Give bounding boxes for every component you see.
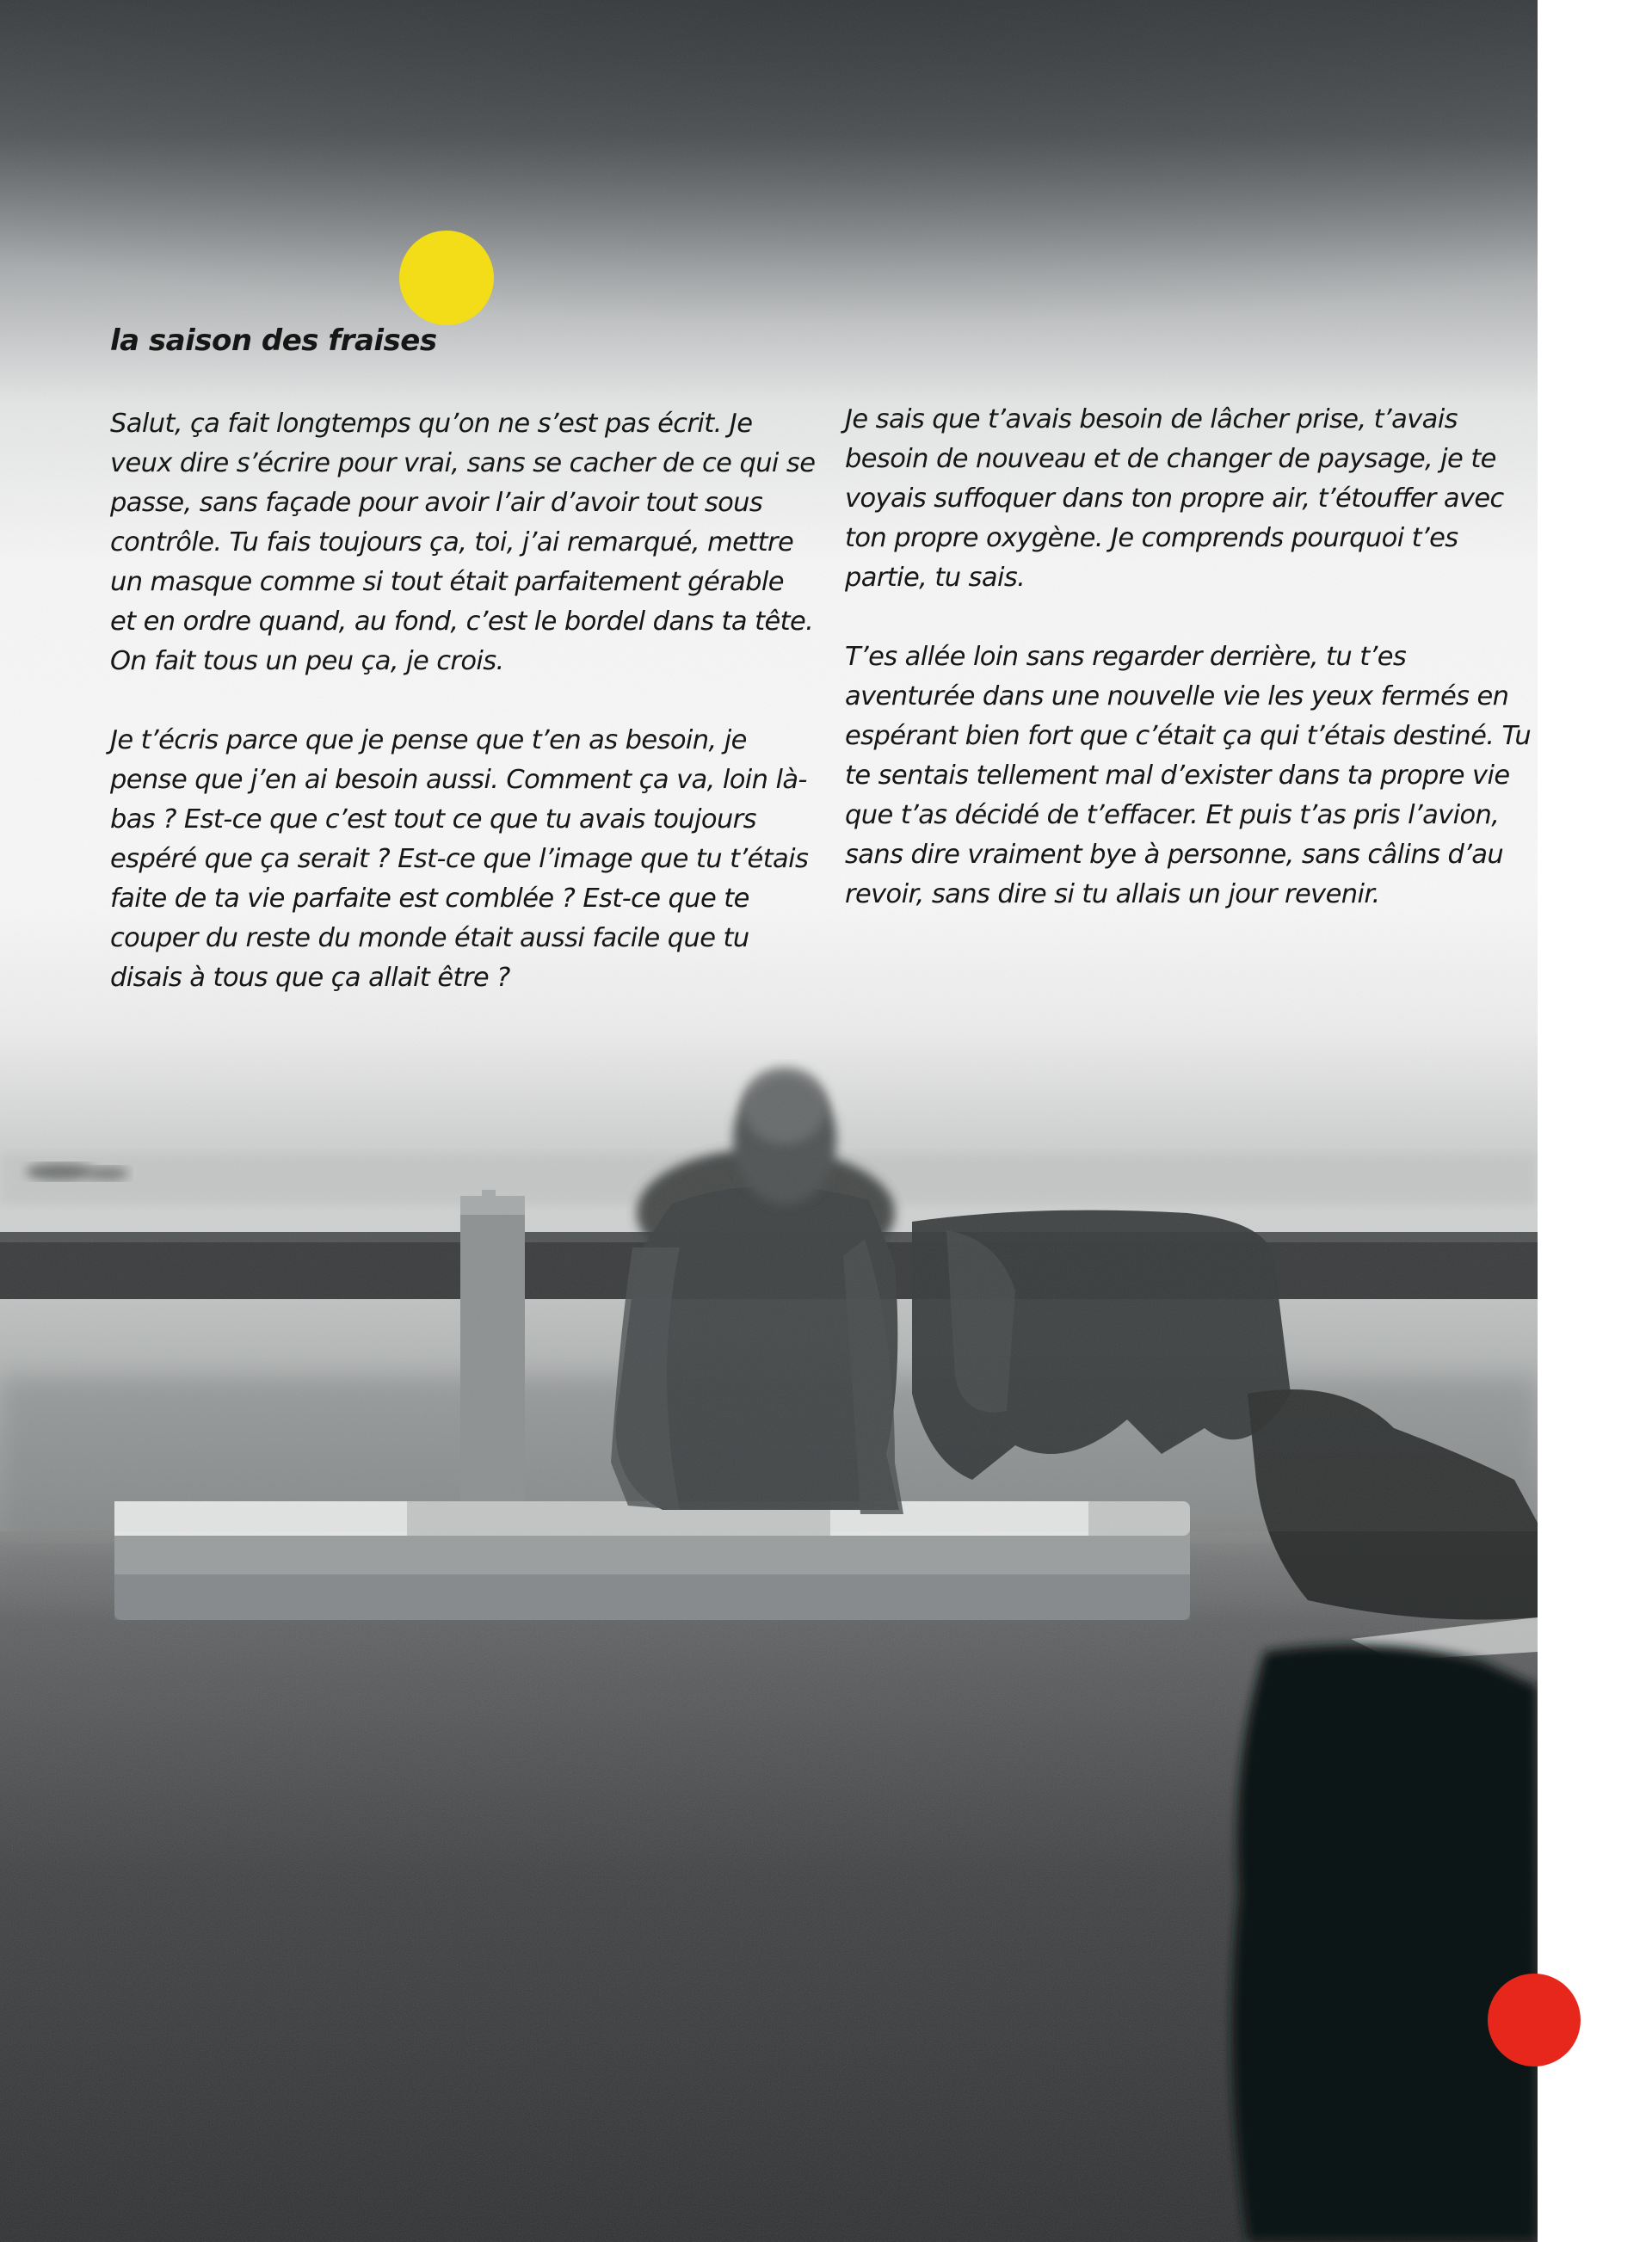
article-title: la saison des fraises <box>110 323 437 358</box>
paragraph: T’es allée loin sans regarder derrière, tu t’es aventurée dans une nouvelle vie les yeux fermés en espérant bien fort que c’était ça qui t’étais destiné. Tu te sentais tellement mal d’exister dans ta propre vie que t’as décidé de t’effacer. Et puis t’as pris l’avion, sans dire vraiment bye à personne, sans câlins d’au revoir, sans dire si tu allais un jour revenir. <box>845 642 1532 909</box>
yellow-dot-decoration <box>399 231 494 325</box>
page-margin <box>1538 0 1652 2242</box>
paragraph: Je t’écris parce que je pense que t’en as besoin, je pense que j’en ai besoin aussi. Comment ça va, loin là-bas ? Est-ce que c’est tout ce que tu avais toujours espéré que ça serait ? Est-ce que l’image que tu t’étais faite de ta vie parfaite est comblée ? Est-ce que te couper du reste du monde était aussi facile que tu disais à tous que ça allait être ? <box>110 725 809 993</box>
right-text-column <box>845 400 1538 954</box>
red-dot-decoration <box>1488 1974 1581 2066</box>
paragraph: Je sais que t’avais besoin de lâcher prise, t’avais besoin de nouveau et de changer de paysage, je te voyais suffoquer dans ton propre air, t’étouffer avec ton propre oxygène. Je comprends pourquoi t’es partie, tu sais. <box>845 404 1504 593</box>
left-text-column <box>110 404 816 1038</box>
paragraph: Salut, ça fait longtemps qu’on ne s’est pas écrit. Je veux dire s’écrire pour vrai, sans se cacher de ce qui se passe, sans façade pour avoir l’air d’avoir tout sous contrôle. Tu fais toujours ça, toi, j’ai remarqué, mettre un masque comme si tout était parfaitement gérable et en ordre quand, au fond, c’est le bordel dans ta tête. On fait tous un peu ça, je crois. <box>110 409 816 676</box>
